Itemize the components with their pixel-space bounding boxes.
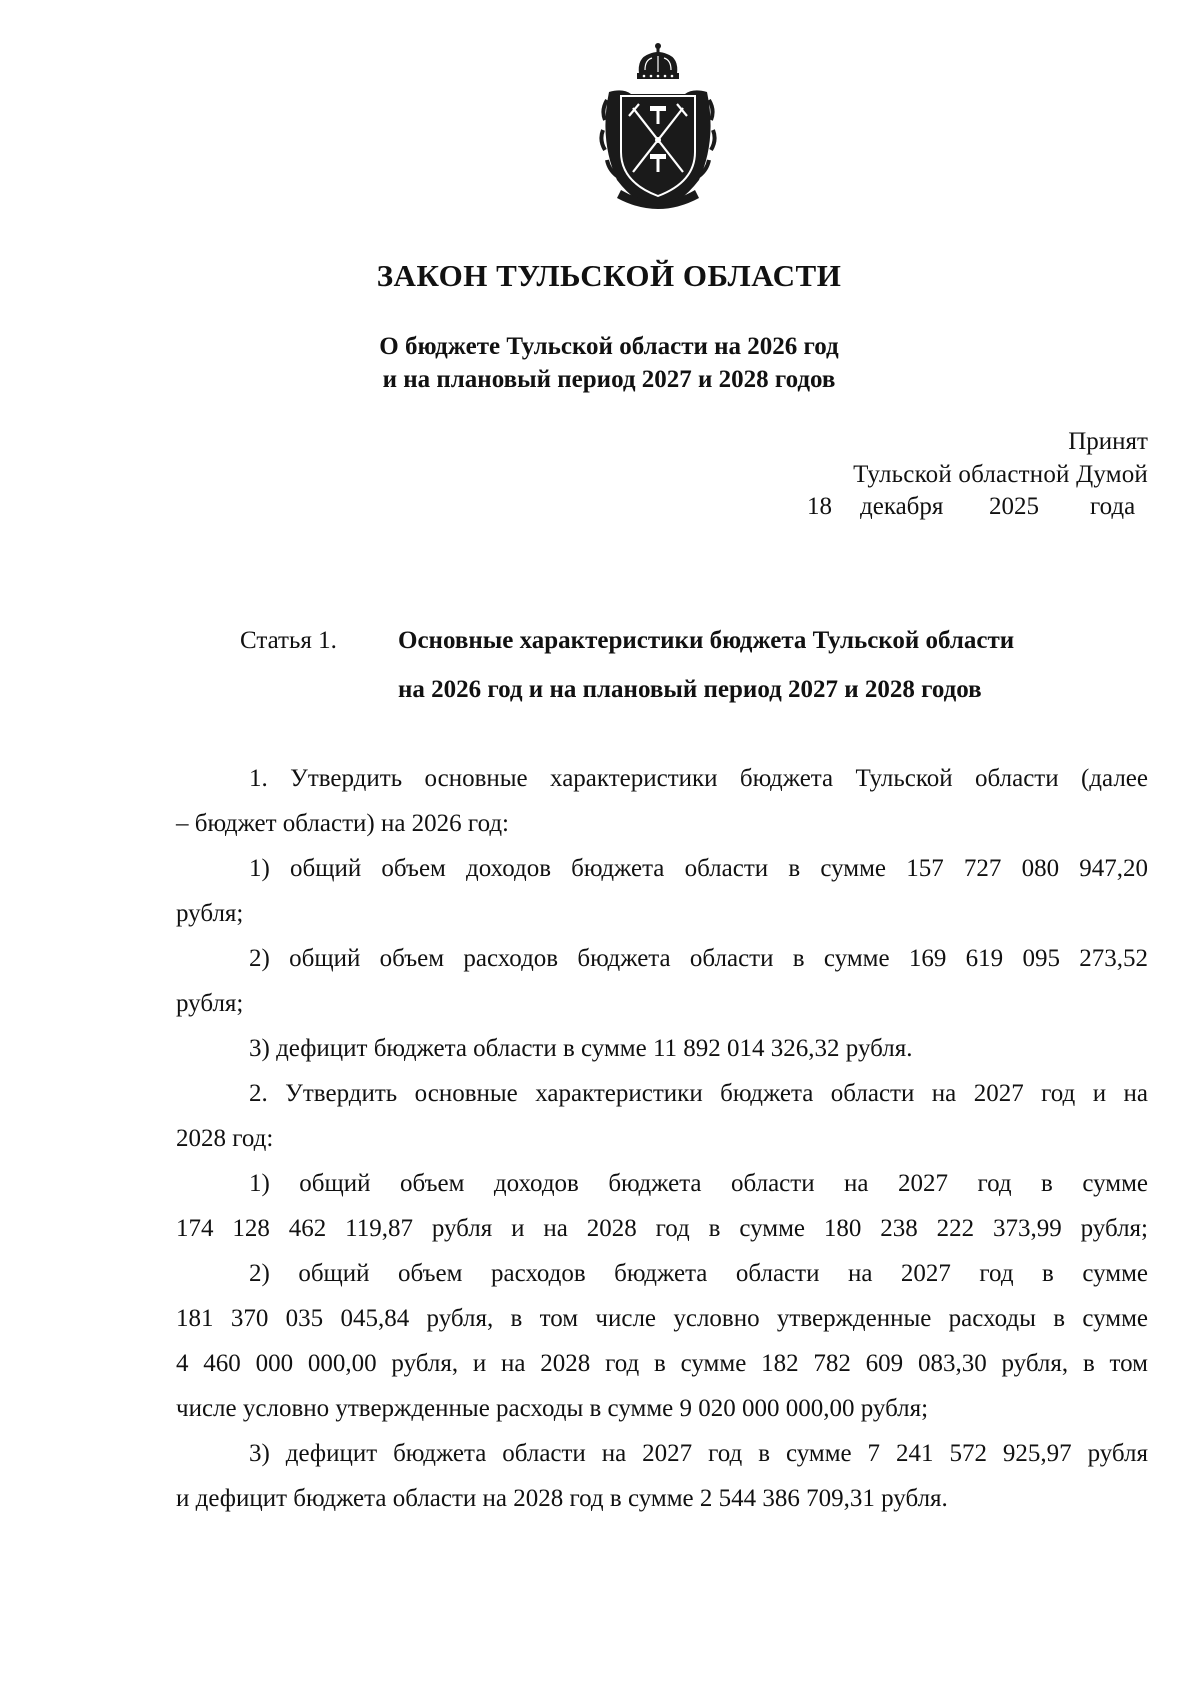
adoption-year: 2025	[989, 493, 1039, 520]
body-line: 181 370 035 045,84 рубля, в том числе условно утвержденные расходы в сумме	[176, 1305, 1148, 1332]
article-heading-line-2: на 2026 год и на плановый период 2027 и 2028 годов	[398, 676, 982, 703]
article-body	[176, 756, 1148, 1521]
body-line: рубля;	[176, 990, 244, 1017]
article-label: Статья 1.	[240, 627, 337, 654]
body-line: рубля;	[176, 900, 244, 927]
article-heading-line-1: Основные характеристики бюджета Тульской области	[398, 627, 1015, 654]
body-line: 1) общий объем доходов бюджета области в сумме 157 727 080 947,20	[249, 855, 1148, 882]
body-line: 2. Утвердить основные характеристики бюджета области на 2027 год и на	[249, 1080, 1148, 1107]
adopted-label: Принят	[1068, 428, 1148, 455]
law-title: ЗАКОН ТУЛЬСКОЙ ОБЛАСТИ	[376, 258, 842, 293]
adoption-day: 18	[807, 493, 832, 520]
body-line: 174 128 462 119,87 рубля и на 2028 год в сумме 180 238 222 373,99 рубля;	[176, 1215, 1148, 1242]
body-line: – бюджет области) на 2026 год:	[176, 810, 510, 837]
adoption-month: декабря	[860, 493, 944, 520]
body-line: 1. Утвердить основные характеристики бюджета Тульской области (далее	[249, 765, 1148, 792]
adopted-by: Тульской областной Думой	[853, 461, 1148, 488]
adoption-year-suffix: года	[1090, 493, 1136, 520]
law-subtitle-line-1: О бюджете Тульской области на 2026 год	[379, 333, 839, 360]
body-line: 2028 год:	[176, 1125, 274, 1152]
body-line: 3) дефицит бюджета области в сумме 11 892 014 326,32 рубля.	[249, 1035, 913, 1062]
adoption-date	[807, 493, 1147, 525]
body-line: числе условно утвержденные расходы в сумме 9 020 000 000,00 рубля;	[176, 1395, 929, 1422]
body-line: 3) дефицит бюджета области на 2027 год в сумме 7 241 572 925,97 рубля	[249, 1440, 1148, 1467]
crown-icon	[637, 43, 679, 79]
body-line: 4 460 000 000,00 рубля, и на 2028 год в сумме 182 782 609 083,30 рубля, в том	[176, 1350, 1148, 1377]
law-subtitle-line-2: и на плановый период 2027 и 2028 годов	[382, 366, 836, 393]
body-line: 1) общий объем доходов бюджета области на 2027 год в сумме	[249, 1170, 1148, 1197]
body-line: и дефицит бюджета области на 2028 год в сумме 2 544 386 709,31 рубля.	[176, 1485, 948, 1512]
body-line: 2) общий объем расходов бюджета области в сумме 169 619 095 273,52	[249, 945, 1148, 972]
coat-of-arms-icon	[597, 40, 719, 210]
body-line: 2) общий объем расходов бюджета области на 2027 год в сумме	[249, 1260, 1148, 1287]
